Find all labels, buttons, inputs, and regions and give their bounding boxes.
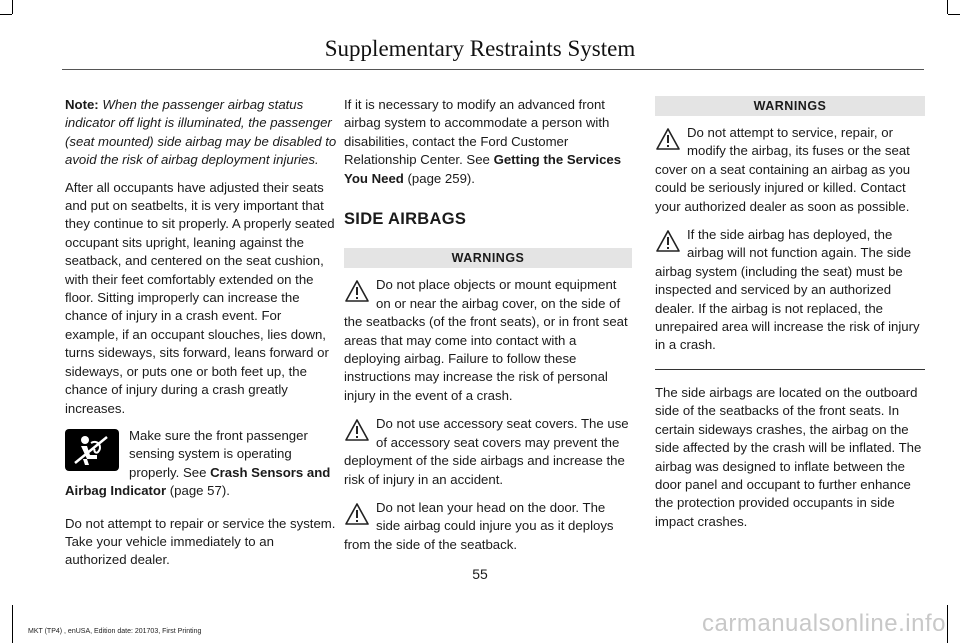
- warning-text: Do not use accessory seat covers. The use of accessory seat covers may prevent the deployment of the side airbags and increase the risk of injury in an accident.: [344, 416, 629, 487]
- warnings-heading: WARNINGS: [344, 248, 632, 268]
- section-title: SIDE AIRBAGS: [344, 210, 467, 229]
- header-divider: [62, 69, 924, 70]
- page-number: 55: [472, 566, 488, 582]
- warnings-heading: WARNINGS: [655, 96, 925, 116]
- intro-paragraph: [344, 96, 632, 188]
- indicator-page-ref: (page 57).: [166, 483, 230, 499]
- warning-triangle-icon: [655, 229, 681, 253]
- warning-item: [344, 499, 632, 554]
- warning-text: Do not place objects or mount equipment on or near the airbag cover, on the side of the seatbacks (of the front seats), or in front seat areas that may come into contact with a deploying airbag. Failure to follow these instructions may increase the risk of personal injury in the event of a crash.: [344, 277, 628, 403]
- warning-triangle-icon: [344, 418, 370, 442]
- warning-item: [655, 124, 925, 216]
- column-left: [65, 96, 337, 579]
- intro-page-ref: (page 259).: [403, 170, 475, 186]
- crop-mark: [947, 605, 948, 643]
- crop-mark: [948, 14, 960, 15]
- crop-mark: [12, 0, 13, 14]
- warning-triangle-icon: [344, 502, 370, 526]
- warnings-divider: [655, 369, 925, 370]
- warning-text: Do not attempt to service, repair, or modify the airbag, its fuses or the seat cover on a seat containing an airbag as you could be seriously injured or killed. Contact your authorized dealer as soon as possible.: [655, 125, 911, 214]
- note-paragraph: [65, 96, 337, 170]
- indicator-block: [65, 427, 337, 501]
- passenger-airbag-indicator-icon: [65, 429, 119, 471]
- crop-mark: [947, 0, 948, 14]
- watermark: carmanualsonline.info: [702, 610, 946, 637]
- warning-text: Do not lean your head on the door. The side airbag could injure you as it deploys from the side of the seatback.: [344, 499, 614, 552]
- indicator-link[interactable]: Crash Sensors and Airbag Indicator: [65, 464, 331, 499]
- page-title: Supplementary Restraints System: [324, 36, 636, 61]
- note-text: When the passenger airbag status indicator off light is illuminated, the passenger (seat mounted) side airbag may be disabled to avoid the risk of airbag deployment injuries.: [65, 97, 337, 168]
- side-airbag-paragraph: The side airbags are located on the outboard side of the seatbacks of the front seats. In certain sideways crashes, the airbag on the side affected by the crash will be inflated. The airbag was designed to inflate between the door panel and occupant to further enhance the protection provided occupants in side impact crashes.: [655, 384, 922, 529]
- indicator-text: Make sure the front passenger sensing system is operating properly. See: [129, 427, 308, 480]
- warning-item: [344, 276, 632, 405]
- column-middle: [344, 96, 632, 564]
- intro-text: If it is necessary to modify an advanced front airbag system to accommodate a person with disabilities, contact the Ford Customer Relationship Center. See: [344, 97, 610, 168]
- crop-mark: [12, 605, 13, 643]
- column-right: [655, 96, 925, 540]
- crop-mark: [0, 14, 12, 15]
- warning-item: [655, 226, 925, 355]
- warning-item: [344, 415, 632, 489]
- note-label: Note:: [65, 97, 99, 112]
- warning-triangle-icon: [655, 127, 681, 151]
- edition-text: MKT (TP4) , enUSA, Edition date: 201703, First Printing: [28, 628, 202, 635]
- repair-paragraph: Do not attempt to repair or service the system. Take your vehicle immediately to an authorized dealer.: [65, 515, 336, 568]
- seating-paragraph: After all occupants have adjusted their seats and put on seatbelts, it is very important that they continue to sit properly. A properly seated occupant sits upright, leaning against the seatback, and centered on the seat cushion, with their feet comfortably extended on the floor. Sitting improperly can increase the chance of injury in a crash event. For example, if an occupant slouches, lies down, turns sideways, sits forward, leans forward or sideways, or puts one or both feet up, the chance of injury during a crash greatly increases.: [65, 179, 335, 416]
- warning-text: If the side airbag has deployed, the airbag will not function again. The side airbag system (including the seat) must be inspected and serviced by an authorized dealer. If the airbag is not replaced, the unrepaired area will increase the risk of injury in a crash.: [655, 227, 920, 353]
- intro-link[interactable]: Getting the Services You Need: [344, 152, 622, 186]
- warning-triangle-icon: [344, 279, 370, 303]
